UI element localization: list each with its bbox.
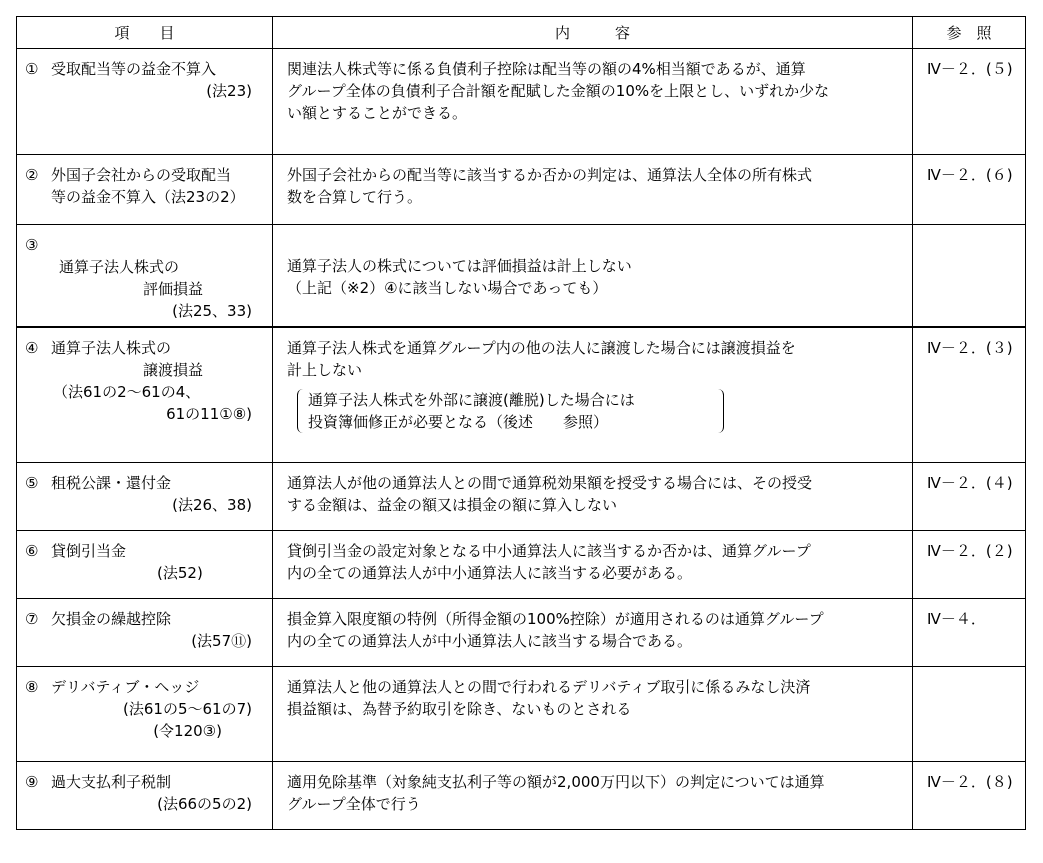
- item-title-cont: 譲渡損益: [143, 360, 204, 379]
- item-title: 通算子法人株式の: [59, 258, 180, 276]
- item-title: 欠損金の繰越控除: [51, 610, 172, 628]
- content-line: 内の全ての通算法人が中小通算法人に該当する場合である。: [287, 632, 693, 650]
- ref-text: [913, 225, 1025, 234]
- item-title-cont: 評価損益: [143, 280, 204, 298]
- ref-cell: [913, 49, 1026, 155]
- ref-text: Ⅳ－２．(５): [927, 60, 1013, 78]
- header-item: 項 目: [17, 17, 273, 49]
- table-row: [17, 327, 1026, 463]
- ref-cell: [913, 667, 1026, 762]
- table-row: [17, 667, 1026, 762]
- ref-cell: [913, 327, 1026, 463]
- item-cell: [17, 463, 273, 531]
- row-number: ⑥: [25, 542, 39, 560]
- item-cell: [17, 155, 273, 225]
- item-title: 受取配当等の益金不算入: [51, 60, 217, 78]
- law-ref-cont: (令120③): [153, 722, 222, 740]
- item-cell: [17, 49, 273, 155]
- content-cell: [273, 463, 913, 531]
- content-line: 外国子会社からの配当等に該当するか否かの判定は、通算法人全体の所有株式: [287, 166, 813, 184]
- ref-cell: [913, 531, 1026, 599]
- header-ref: 参 照: [913, 17, 1026, 49]
- content-cell: [273, 155, 913, 225]
- item-title-cont: 等の益金不算入（法23の2）: [51, 188, 245, 206]
- law-ref-cont: 61の11①⑧): [166, 404, 252, 423]
- ref-cell: [913, 225, 1026, 327]
- content-line: 通算子法人の株式については評価損益は計上しない: [287, 257, 632, 275]
- ref-cell: [913, 762, 1026, 830]
- content-line: 数を合算して行う。: [287, 188, 423, 206]
- ref-cell: [913, 599, 1026, 667]
- law-ref: (法23): [206, 82, 252, 100]
- row-number: ①: [25, 60, 39, 78]
- content-line: する金額は、益金の額又は損金の額に算入しない: [287, 496, 618, 514]
- item-title: デリバティブ・ヘッジ: [51, 678, 200, 696]
- content-line: 損益額は、為替予約取引を除き、ないものとされる: [287, 700, 632, 718]
- table-row: [17, 463, 1026, 531]
- row-number: ⑧: [25, 678, 39, 696]
- item-title: 租税公課・還付金: [51, 474, 172, 492]
- content-line: 関連法人株式等に係る負債利子控除は配当等の額の4%相当額であるが、通算: [287, 60, 806, 78]
- row-number: ④: [25, 338, 39, 357]
- law-ref: (法66の5の2): [157, 795, 252, 813]
- content-line: 適用免除基準（対象純支払利子等の額が2,000万円以下）の判定については通算: [287, 773, 825, 791]
- item-title: 外国子会社からの受取配当: [51, 166, 232, 184]
- ref-text: Ⅳ－２．(３): [927, 338, 1013, 357]
- header-row: [17, 17, 1026, 49]
- law-ref: (法57⑪): [191, 632, 252, 650]
- item-cell: [17, 225, 273, 327]
- item-title: 過大支払利子税制: [51, 773, 172, 791]
- content-cell: [273, 667, 913, 762]
- ref-text: Ⅳ－４．: [927, 610, 986, 628]
- bracketed-note: [297, 389, 724, 433]
- table-row: [17, 762, 1026, 830]
- item-cell: [17, 599, 273, 667]
- item-title: 貸倒引当金: [51, 542, 127, 560]
- note-line: 通算子法人株式を外部に譲渡(離脱)した場合には: [308, 390, 635, 409]
- ref-text: Ⅳ－２．(２): [927, 542, 1013, 560]
- ref-text: [913, 667, 1025, 676]
- content-line: 計上しない: [287, 360, 363, 379]
- item-cell: [17, 667, 273, 762]
- row-number: ⑦: [25, 610, 39, 628]
- law-ref: (法25、33): [172, 302, 252, 320]
- content-line: 通算子法人株式を通算グループ内の他の法人に譲渡した場合には譲渡損益を: [287, 338, 796, 357]
- ref-cell: [913, 463, 1026, 531]
- content-line: 通算法人が他の通算法人との間で通算税効果額を授受する場合には、その授受: [287, 474, 813, 492]
- row-number: ②: [25, 166, 39, 184]
- row-number: ③: [25, 236, 39, 254]
- item-cell: [17, 327, 273, 463]
- table-row: [17, 49, 1026, 155]
- content-cell: [273, 599, 913, 667]
- table-row: [17, 531, 1026, 599]
- law-ref: (法52): [157, 564, 203, 582]
- content-line: 貸倒引当金の設定対象となる中小通算法人に該当するか否かは、通算グループ: [287, 542, 811, 560]
- ref-text: Ⅳ－２．(８): [927, 773, 1013, 791]
- content-cell: [273, 225, 913, 327]
- content-cell: [273, 762, 913, 830]
- content-cell: [273, 531, 913, 599]
- content-line: グループ全体の負債利子合計額を配賦した金額の10%を上限とし、いずれか少な: [287, 82, 830, 100]
- table-row: [17, 599, 1026, 667]
- content-line: い額とすることができる。: [287, 104, 468, 122]
- content-cell: [273, 49, 913, 155]
- row-number: ⑨: [25, 773, 39, 791]
- consolidated-tax-table: [16, 16, 1026, 830]
- table-row: [17, 225, 1026, 327]
- content-line: 損金算入限度額の特例（所得金額の100%控除）が適用されるのは通算グループ: [287, 610, 824, 628]
- content-line: 内の全ての通算法人が中小通算法人に該当する必要がある。: [287, 564, 693, 582]
- content-line: グループ全体で行う: [287, 795, 421, 813]
- ref-text: Ⅳ－２．(４): [927, 474, 1013, 492]
- table-row: [17, 155, 1026, 225]
- law-ref: (法61の5～61の7): [123, 700, 252, 718]
- ref-cell: [913, 155, 1026, 225]
- content-line: （上記（※2）④に該当しない場合であっても）: [287, 279, 608, 297]
- item-title: 通算子法人株式の: [51, 338, 172, 357]
- note-line: 投資簿価修正が必要となる（後述 参照）: [308, 412, 609, 431]
- law-ref: （法61の2～61の4、: [53, 382, 201, 401]
- content-cell: [273, 327, 913, 463]
- header-content: 内 容: [273, 17, 913, 49]
- content-line: 通算法人と他の通算法人との間で行われるデリバティブ取引に係るみなし決済: [287, 678, 811, 696]
- ref-text: Ⅳ－２．(６): [927, 166, 1013, 184]
- item-cell: [17, 762, 273, 830]
- law-ref: (法26、38): [172, 496, 252, 514]
- item-cell: [17, 531, 273, 599]
- row-number: ⑤: [25, 474, 39, 492]
